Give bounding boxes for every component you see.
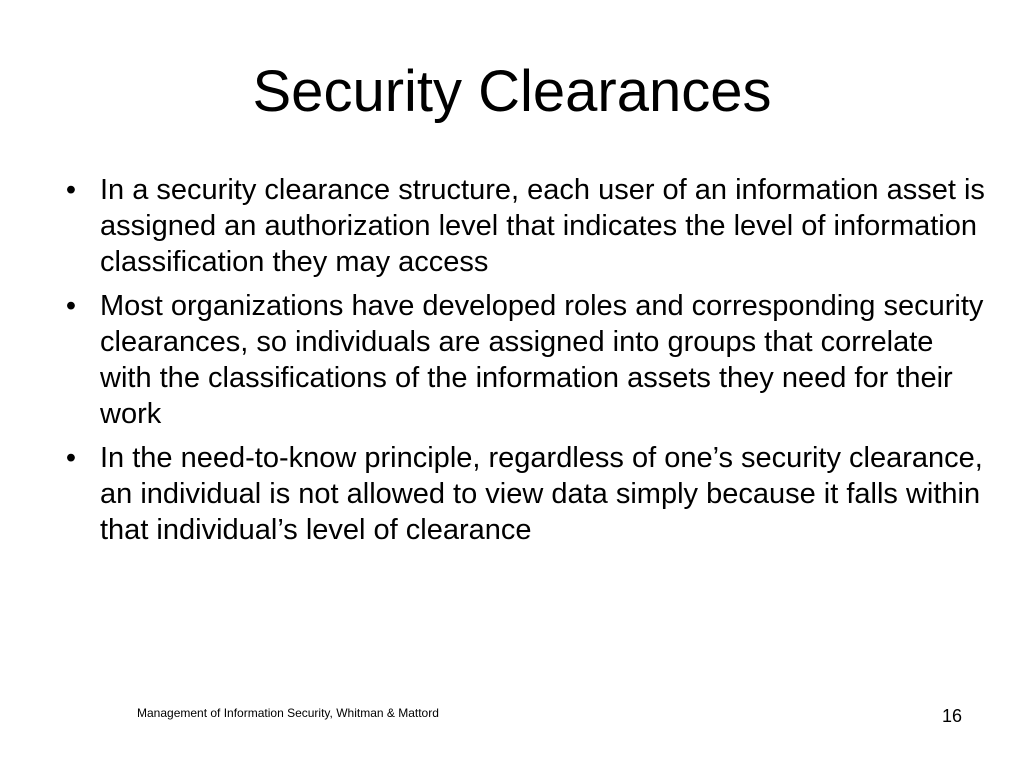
bullet-icon: • bbox=[65, 290, 77, 322]
bullet-icon: • bbox=[65, 442, 77, 474]
bullet-text: In the need-to-know principle, regardless of one’s security clearance, an individual is not allowed to view data simply because it falls within that individual’s level of clearance bbox=[100, 442, 983, 546]
bullet-item bbox=[60, 288, 990, 432]
bullet-list bbox=[60, 172, 990, 556]
bullet-icon: • bbox=[65, 174, 77, 206]
page-number: 16 bbox=[941, 706, 962, 726]
footer-source: Management of Information Security, Whitman & Mattord bbox=[137, 706, 439, 720]
slide-title: Security Clearances bbox=[252, 59, 772, 124]
bullet-item bbox=[60, 440, 990, 548]
bullet-text: In a security clearance structure, each user of an information asset is assigned an authorization level that indicates the level of information classification they may access bbox=[100, 174, 985, 278]
bullet-text: Most organizations have developed roles and corresponding security clearances, so individuals are assigned into groups that correlate with the classifications of the information assets they need for their work bbox=[100, 290, 984, 430]
bullet-item bbox=[60, 172, 990, 280]
